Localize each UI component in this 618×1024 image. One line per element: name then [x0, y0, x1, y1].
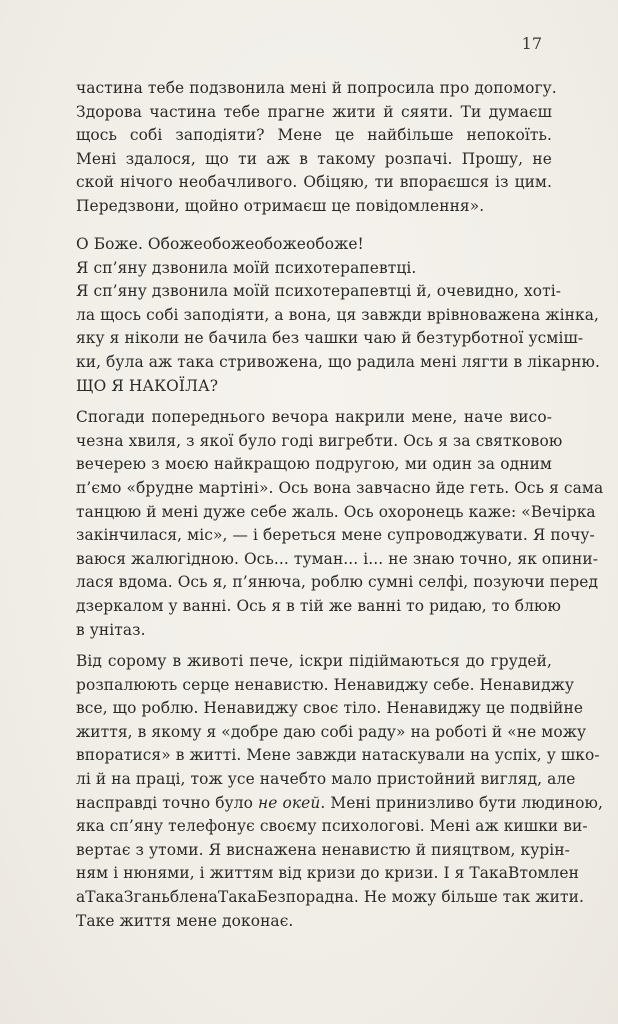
text-line: Здорова частина тебе прагне жити й сяяти. Ти думаєш — [76, 102, 552, 121]
text-line: життя, в якому я «добре даю собі раду» на роботі й «не можу — [76, 722, 587, 741]
text-line: ской нічого необачливого. Обіцяю, ти впораєшся із цим. — [76, 173, 552, 192]
text-line: Спогади попереднього вечора накрили мене, наче висо- — [76, 408, 552, 427]
text-segment: . Мені принизливо бути людиною, — [320, 793, 604, 812]
paragraph-realization — [76, 257, 552, 281]
text-line: Я сп’яну дзвонила моїй психотерапевтці й, очевидно, хоті- — [76, 282, 562, 301]
text-line: танцюю й мені дуже себе жаль. Ось охоронець каже: «Вечірка — [76, 502, 596, 521]
emphasis-text: не окей — [258, 793, 321, 812]
text-line: чезна хвиля, з якої було годі вигребти. Ось я за святковою — [76, 431, 563, 450]
text-segment: насправді точно було — [76, 793, 259, 812]
text-line: вечерею з моєю найкращою подругою, ми один за одним — [76, 455, 552, 474]
text-line: все, що роблю. Ненавиджу своє тіло. Ненавиджу це подвійне — [76, 699, 584, 718]
text-line: ки, була аж така стривожена, що радила мені лягти в лікарню. — [76, 352, 600, 371]
text-line: п’ємо «брудне мартіні». Ось вона завчасно йде геть. Ось я сама — [76, 478, 604, 497]
text-line: Мені здалося, що ти аж в такому розпачі. Прошу, не — [76, 149, 552, 168]
text-line: яку я ніколи не бачила без чашки чаю й безтурботної усміш- — [76, 329, 584, 348]
paragraph-gap — [76, 398, 552, 406]
text-line: аТакаЗганьбленаТакаБезпорадна. Не можу більше так жити. — [76, 888, 584, 907]
paragraph-gap — [76, 642, 552, 650]
text-block — [76, 77, 557, 219]
text-line: ням і нюнями, і життям від кризи до кризи. І я ТакаВтомлен — [76, 864, 579, 883]
paragraph-quote-end — [76, 77, 557, 219]
text-block — [76, 233, 604, 933]
text-line: в унітаз. — [76, 620, 146, 639]
paragraph-shame — [76, 650, 604, 933]
text-line: О Боже. Обожеобожеобожеобоже! — [76, 235, 364, 253]
paragraph-memories — [76, 406, 604, 642]
paragraph-therapist — [76, 280, 600, 398]
text-line: впоратися» в житті. Мене завжди натаскували на успіх, у шко- — [76, 746, 600, 765]
text-line: дзеркалом у ванні. Ось я в тій же ванні то ридаю, то блюю — [76, 596, 561, 615]
text-line-with-emphasis — [76, 792, 604, 816]
text-line: ла щось собі заподіяти, а вона, ця завжди врівноважена жінка, — [76, 305, 599, 324]
text-line: частина тебе подзвонила мені й попросила про допомогу. — [76, 79, 557, 97]
paragraph-exclamation — [76, 233, 552, 257]
text-line: Передзвони, щойно отримаєш це повідомлення». — [76, 196, 485, 215]
text-line: закінчилася, міс», — і береться мене супроводжувати. Я почу- — [76, 526, 595, 545]
text-line: Від сорому в животі пече, іскри підіймаються до грудей, — [76, 652, 552, 671]
text-line: ваюся жалюгідною. Ось... туман... і... не знаю точно, як опини- — [76, 549, 599, 568]
text-line: розпалюють серце ненавистю. Ненавиджу себе. Ненавиджу — [76, 675, 575, 694]
text-line: яка сп’яну телефонує своєму психологові. Мені аж кишки ви- — [76, 817, 588, 836]
text-line: Я сп’яну дзвонила моїй психотерапевтці. — [76, 258, 417, 277]
text-line: вертає з утоми. Я виснажена ненавистю й пияцтвом, курін- — [76, 840, 570, 859]
page-number: 17 — [521, 34, 542, 53]
text-line: Таке життя мене доконає. — [76, 911, 294, 930]
text-line: лася вдома. Ось я, п’янюча, роблю сумні селфі, позуючи перед — [76, 573, 599, 592]
text-line: ЩО Я НАКОЇЛА? — [76, 376, 219, 395]
text-line: лі й на праці, тож усе начебто мало пристойний вигляд, але — [76, 770, 576, 789]
text-line: щось собі заподіяти? Мене це найбільше непокоїть. — [76, 126, 552, 145]
